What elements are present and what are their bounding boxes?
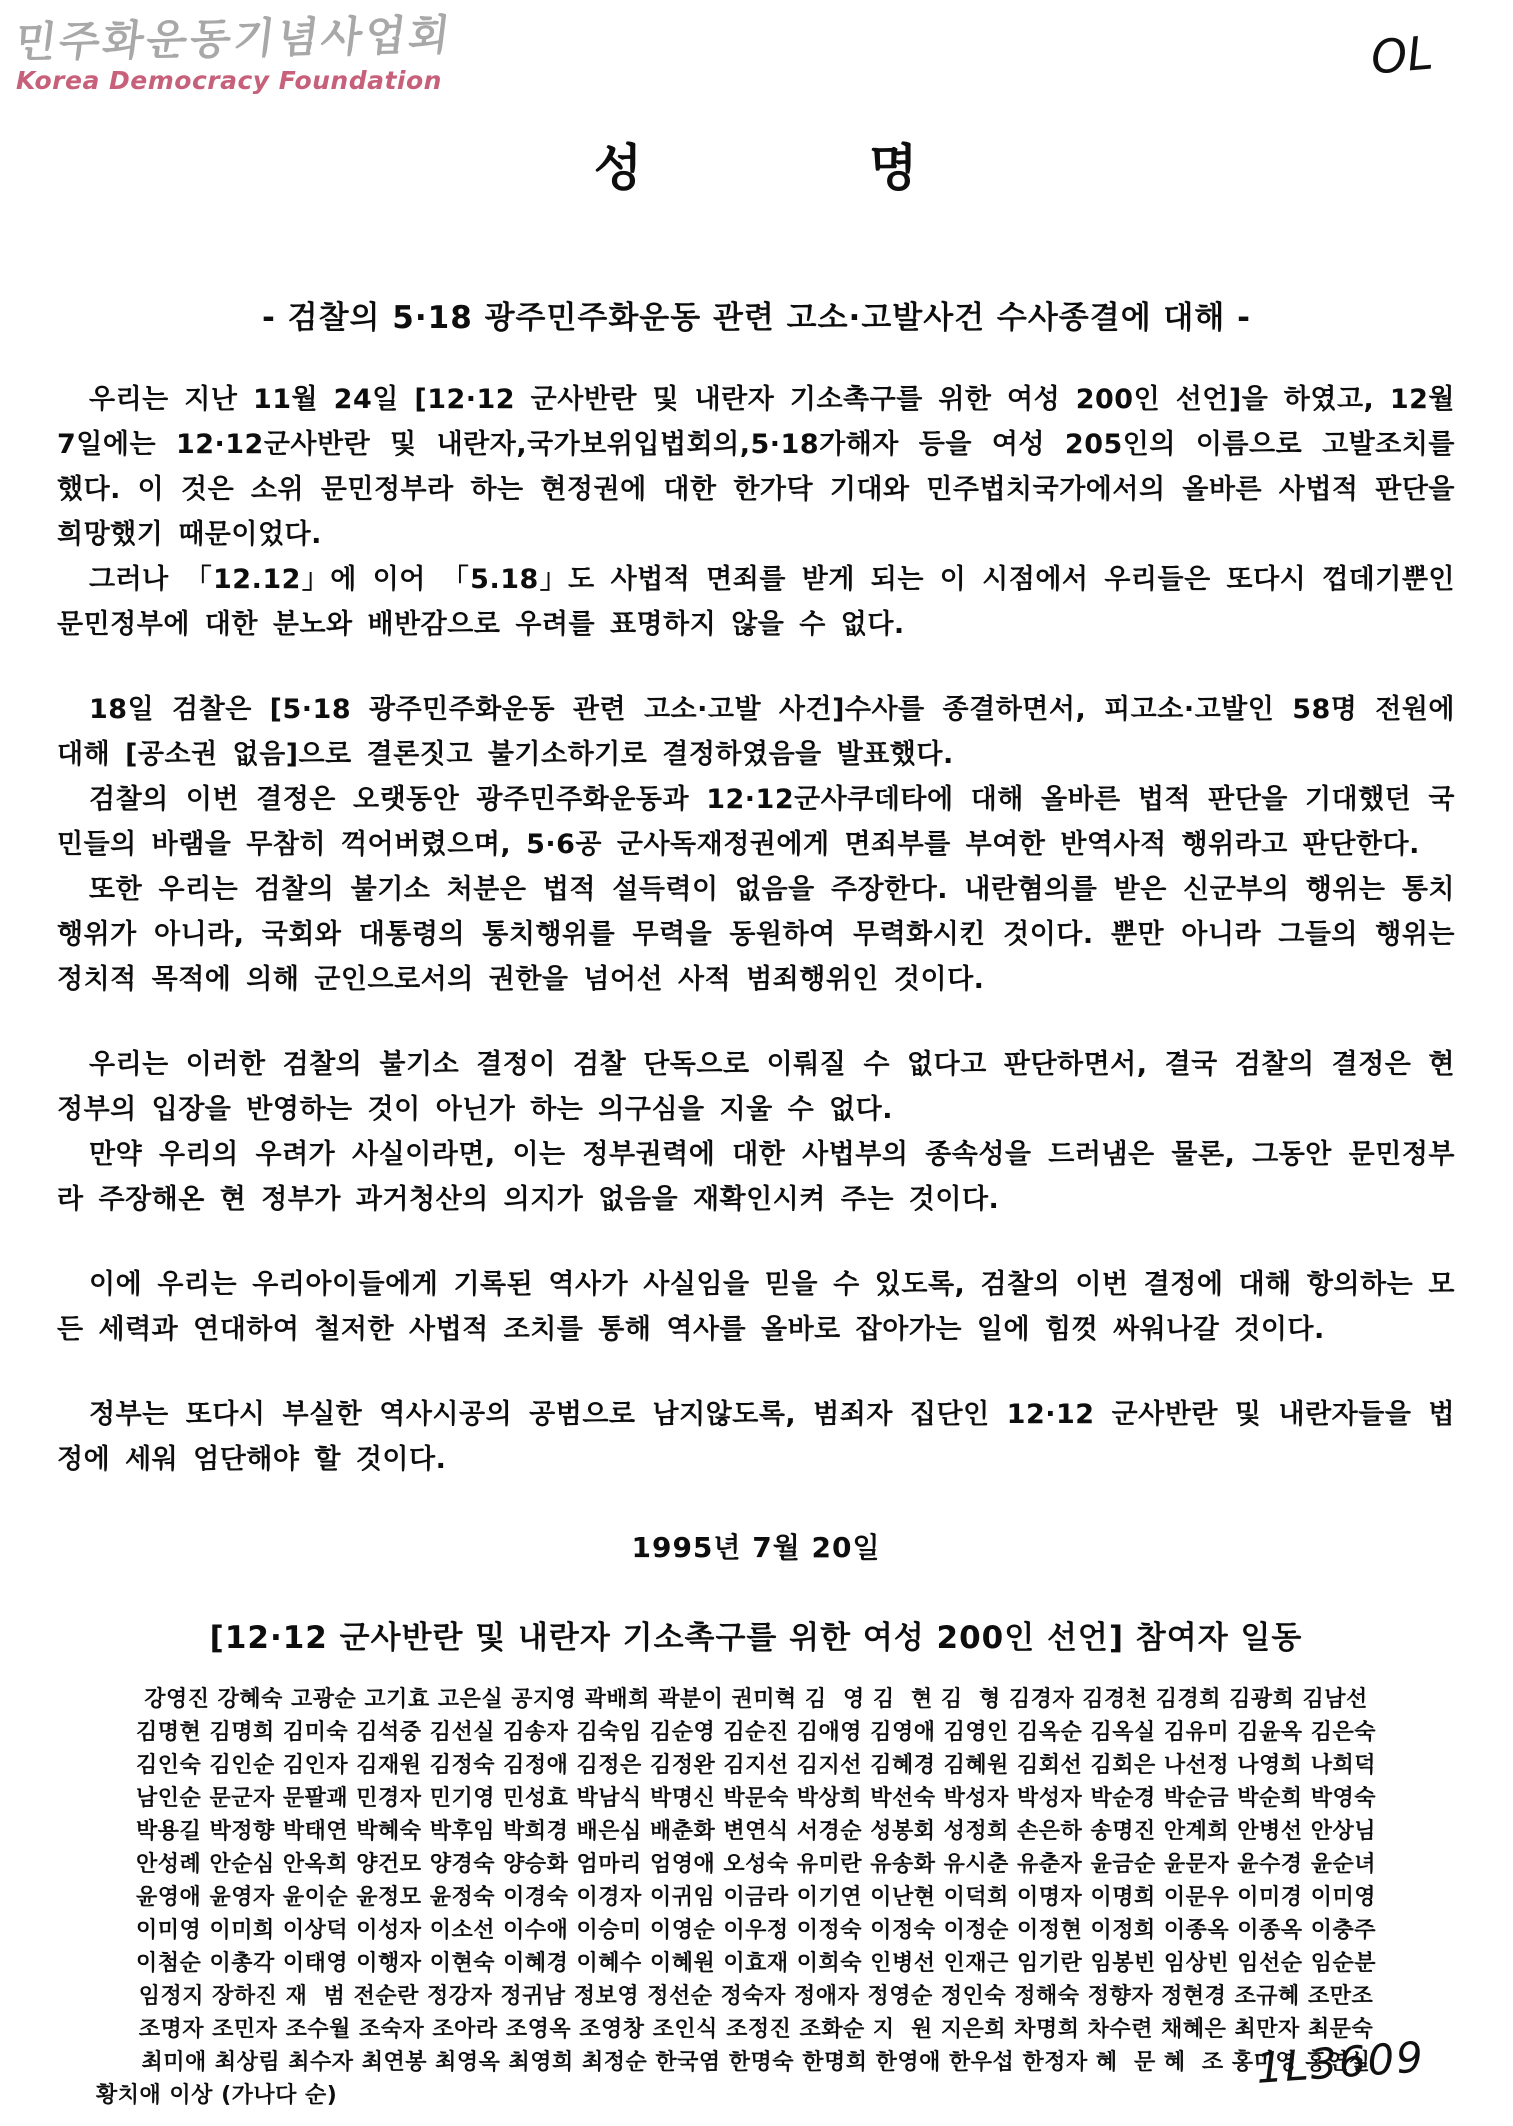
signer-line-13: 황치애 이상 (가나다 순) <box>96 2083 338 2108</box>
statement-title-char-left: 성 <box>593 139 644 197</box>
paragraph-6: 우리는 이러한 검찰의 불기소 결정이 검찰 단독으로 이뤄질 수 없다고 판단하면서, 결국 검찰의 결정은 현 정부의 입장을 반영하는 것이 아닌가 하는 의구심을 지울 수 없다. <box>57 1049 1455 1125</box>
signer-line-7: 윤영애 윤영자 윤이순 윤정모 윤정숙 이경숙 이경자 이귀임 이금라 이기연 이난현 이덕희 이명자 이명희 이문우 이미경 이미영 <box>136 1885 1376 1910</box>
statement-subtitle: - 검찰의 5·18 광주민주화운동 관련 고소·고발사건 수사종결에 대해 - <box>262 300 1251 336</box>
paragraph-4: 검찰의 이번 결정은 오랫동안 광주민주화운동과 12·12군사쿠데타에 대해 올바른 법적 판단을 기대했던 국민들의 바램을 무참히 꺽어버렸으며, 5·6공 군사독재정권에게 면죄부를 부여한 반역사적 행위라고 판단한다. <box>57 784 1455 860</box>
signer-line-12: 최미애 최상림 최수자 최연봉 최영옥 최영희 최정순 한국염 한명숙 한명희 한영애 한우섭 한정자 혜 문 혜 조 홍미영 홍연실 <box>141 2050 1371 2075</box>
signer-line-11: 조명자 조민자 조수월 조숙자 조아라 조영옥 조영창 조인식 조정진 조화순 지 원 지은희 차명희 차수련 채혜은 최만자 최문숙 <box>138 2017 1374 2042</box>
paragraph-2: 그러나 「12.12」에 이어 「5.18」도 사법적 면죄를 받게 되는 이 시점에서 우리들은 또다시 껍데기뿐인 문민정부에 대한 분노와 배반감으로 우려를 표명하지 않을 수 없다. <box>57 564 1455 640</box>
signer-line-2: 김명현 김명희 김미숙 김석중 김선실 김송자 김숙임 김순영 김순진 김애영 김영애 김영인 김옥순 김옥실 김유미 김윤옥 김은숙 <box>136 1720 1376 1745</box>
archive-logo-english: Korea Democracy Foundation <box>16 66 442 96</box>
archive-logo <box>12 10 456 96</box>
signer-line-6: 안성례 안순심 안옥희 양건모 양경숙 양승화 엄마리 엄영애 오성숙 유미란 유송화 유시춘 유춘자 윤금순 윤문자 윤수경 윤순녀 <box>136 1852 1376 1877</box>
signer-line-5: 박용길 박정향 박태연 박혜숙 박후임 박희경 배은심 배춘화 변연식 서경순 성봉회 성정희 손은하 송명진 안계희 안병선 안상님 <box>136 1819 1376 1844</box>
statement-body <box>57 377 1455 2112</box>
paragraph-3: 18일 검찰은 [5·18 광주민주화운동 관련 고소·고발 사건]수사를 종결하면서, 피고소·고발인 58명 전원에 대해 [공소권 없음]으로 결론짓고 불기소하기로 결정하였음을 발표했다. <box>57 694 1455 770</box>
signer-line-1: 강영진 강혜숙 고광순 고기효 고은실 공지영 곽배희 곽분이 권미혁 김 영 김 현 김 형 김경자 김경천 김경희 김광희 김남선 <box>144 1687 1368 1712</box>
paragraph-7: 만약 우리의 우려가 사실이라면, 이는 정부권력에 대한 사법부의 종속성을 드러냄은 물론, 그동안 문민정부라 주장해온 현 정부가 과거청산의 의지가 없음을 재확인시켜 주는 것이다. <box>57 1139 1455 1215</box>
handwritten-page-code: OL <box>1368 25 1436 85</box>
signer-name-list <box>96 1683 1416 2112</box>
signer-line-10: 임정지 장하진 재 범 전순란 정강자 정귀남 정보영 정선순 정숙자 정애자 정영순 정인숙 정해숙 정향자 정현경 조규혜 조만조 <box>138 1984 1374 2009</box>
handwritten-registry-number: 1L3609 <box>1254 2032 1427 2093</box>
paragraph-5: 또한 우리는 검찰의 불기소 처분은 법적 설득력이 없음을 주장한다. 내란혐의를 받은 신군부의 행위는 통치행위가 아니라, 국회와 대통령의 통치행위를 무력을 동원하여 무력화시킨 것이다. 뿐만 아니라 그들의 행위는 정치적 목적에 의해 군인으로서의 권한을 넘어선 사적 범죄행위인 것이다. <box>57 874 1455 995</box>
signer-line-8: 이미영 이미희 이상덕 이성자 이소선 이수애 이승미 이영순 이우정 이정숙 이정숙 이정순 이정현 이정희 이종옥 이종옥 이충주 <box>136 1918 1376 1943</box>
statement-title-char-right: 명 <box>869 139 920 197</box>
signer-line-3: 김인숙 김인순 김인자 김재원 김정숙 김정애 김정은 김정완 김지선 김지선 김혜경 김혜원 김회선 김회은 나선정 나영희 나희덕 <box>136 1753 1376 1778</box>
signer-line-4: 남인순 문군자 문팔괘 민경자 민기영 민성효 박남식 박명신 박문숙 박상희 박선숙 박성자 박성자 박순경 박순금 박순희 박영숙 <box>136 1786 1376 1811</box>
signer-line-9: 이첨순 이총각 이태영 이행자 이현숙 이혜경 이혜수 이혜원 이효재 이희숙 인병선 인재근 임기란 임봉빈 임상빈 임선순 임순분 <box>136 1951 1376 1976</box>
paragraph-8: 이에 우리는 우리아이들에게 기록된 역사가 사실임을 믿을 수 있도록, 검찰의 이번 결정에 대해 항의하는 모든 세력과 연대하여 철저한 사법적 조치를 통해 역사를 올바로 잡아가는 일에 힘껏 싸워나갈 것이다. <box>57 1269 1455 1345</box>
statement-date: 1995년 7월 20일 <box>631 1531 881 1564</box>
paragraph-9: 정부는 또다시 부실한 역사시공의 공범으로 남지않도록, 범죄자 집단인 12·12 군사반란 및 내란자들을 법정에 세워 엄단해야 할 것이다. <box>57 1399 1455 1475</box>
paragraph-1: 우리는 지난 11월 24일 [12·12 군사반란 및 내란자 기소촉구를 위한 여성 200인 선언]을 하였고, 12월 7일에는 12·12군사반란 및 내란자,국가보위입법회의,5·18가해자 등을 여성 205인의 이름으로 고발조치를 했다. 이 것은 소위 문민정부라 하는 현정권에 대한 한가닥 기대와 민주법치국가에서의 올바른 사법적 판단을 희망했기 때문이었다. <box>57 384 1455 550</box>
archive-logo-korean: 민주화운동기념사업회 <box>12 10 456 67</box>
signers-heading: [12·12 군사반란 및 내란자 기소촉구를 위한 여성 200인 선언] 참여자 일동 <box>209 1620 1303 1656</box>
